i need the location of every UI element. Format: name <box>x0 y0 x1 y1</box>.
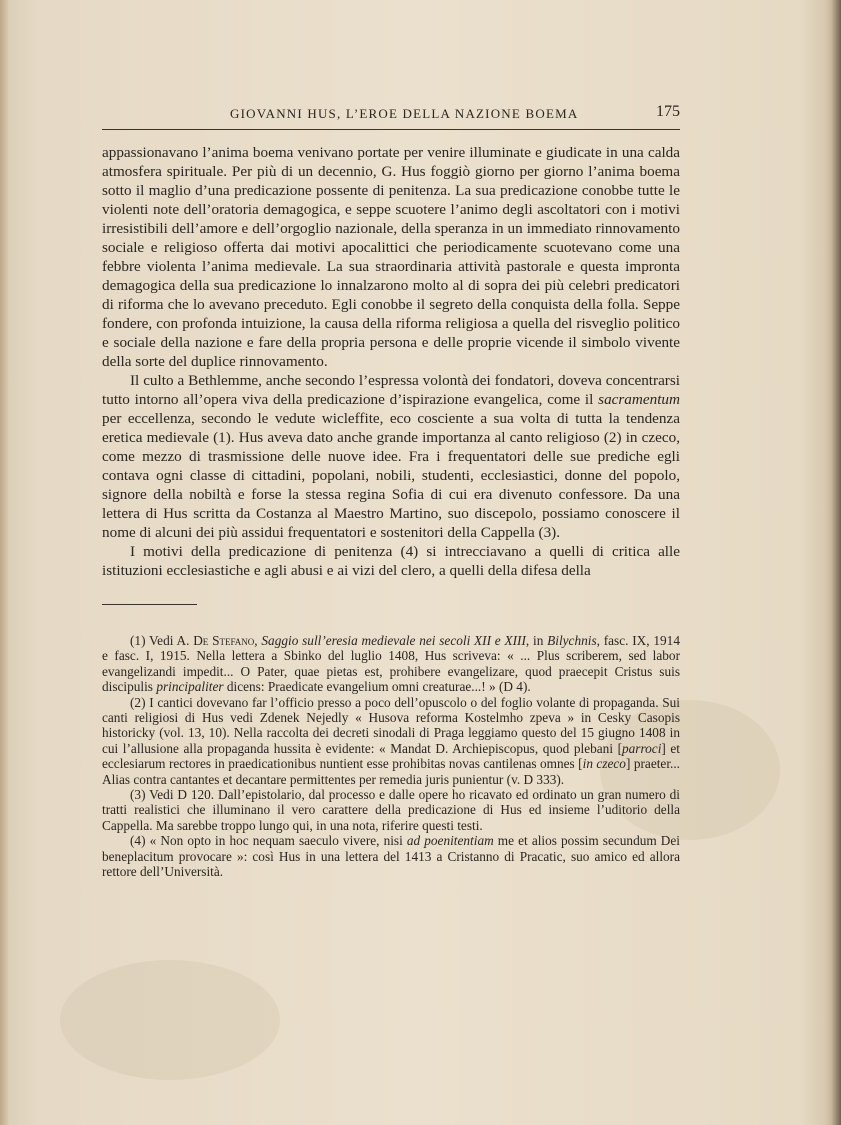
paragraph: I motivi della predicazione di penitenza (4) si intrecciavano a quelli di critica alle istituzioni ecclesiastiche e agli abusi e ai vizi del clero, a quelli della difesa della <box>102 543 680 579</box>
footnote-3: (3) Vedi D 120. Dall’epistolario, dal processo e dalle opere ho ricavato ed ordinato un gran numero di tratti realistici che illuminano il vero carattere della predicazione di Hus ed insieme l’uditorio della Cappella. Ma sarebbe troppo lungo qui, in una nota, riferire questi testi. <box>102 787 680 833</box>
running-title: GIOVANNI HUS, L’EROE DELLA NAZIONE BOEMA <box>230 106 579 121</box>
footnotes <box>102 633 680 880</box>
footnote-4: (4) « Non opto in hoc nequam saeculo vivere, nisi ad poenitentiam me et alios possim secundum Dei beneplacitum provocare »: così Hus in una lettera del 1413 a Cristanno di Pracatic, suo amico ed allora rettore dell’Università. <box>102 833 681 880</box>
page-number: 175 <box>656 103 680 120</box>
author-name: De Stefano <box>193 633 255 648</box>
footnote-divider <box>102 604 197 605</box>
italic-term: sacramentum <box>598 391 680 408</box>
journal-title: Bilychnis <box>547 633 597 648</box>
main-text <box>102 143 680 580</box>
paper-stain <box>60 960 280 1080</box>
paragraph: Il culto a Bethlemme, anche secondo l’espressa volontà dei fondatori, doveva concentrarsi tutto intorno all’opera viva della predicazione d’ispirazione evangelica, come il sacramentum per eccellenza, secondo le vedute wicleffite, eco cosciente a sua volta di tutta la tendenza eretica medievale (1). Hus aveva dato anche grande importanza al canto religioso (2) in czeco, come mezzo di trasmissione delle nuove idee. Fra i frequentatori delle sue prediche egli contava ogni classe di cittadini, popolani, nobili, studenti, ecclesiastici, donne del popolo, signore della nobiltà e forse la stessa regina Sofia di cui era divenuto confessore. Da una lettera di Hus scritta da Costanza al Maestro Martino, suo discepolo, possiamo conoscere il nome di alcuni dei più assidui frequentatori e sostenitori della Cappella (3). <box>102 372 680 541</box>
footnote-1: (1) Vedi A. De Stefano, Saggio sull’eresia medievale nei secoli XII e XIII, in Bilychnis, fasc. IX, 1914 e fasc. I, 1915. Nella lettera a Sbinko del luglio 1408, Hus scriveva: « ... Plus scriberem, sed labor evangelizandi impedit... O Pater, quae pietas est, prohibere evangelizare, quod praecepit Cristus suis discipulis principaliter dicens: Praedicate evangelium omni creaturae...! » (D 4). <box>102 633 680 695</box>
page-left-edge <box>0 0 8 1125</box>
page-right-edge <box>831 0 841 1125</box>
paragraph: appassionavano l’anima boema venivano portate per venire illuminate e giudicate in una calda atmosfera spirituale. Per più di un decennio, G. Hus foggiò giorno per giorno l’anima boema sotto il maglio d’una predicazione possente di penitenza. La sua predicazione conobbe tutte le violenti note dell’oratoria demagogica, e seppe scuotere l’animo degli ascoltatori con i motivi irresistibili dell’amore e dell’orgoglio nazionale, della speranza in un immediato rinnovamento sociale e religioso offerta dai motivi apocalittici che periodicamente scuotevano come una febbre violenta l’anima medievale. La sua straordinaria attività pastorale e questa impronta demagogica della sua predicazione lo innalzarono molto al di sopra dei più celebri predicatori di riforma che lo avevano preceduto. Egli conobbe il segreto della conquista della folla. Seppe fondere, con profonda intuizione, la causa della riforma religiosa a quella del risveglio politico e sociale della nazione e fare della propria persona e delle proprie vicende il simbolo vivente della sorte del duplice rinnovamento. <box>102 144 680 370</box>
running-header <box>102 103 680 130</box>
footnote-2: (2) I cantici dovevano far l’officio presso a poco dell’opuscolo o del foglio volante di propaganda. Sui canti religiosi di Hus vedi Zdenek Nejedly « Husova reforma Kostelmho zpeva » in Cesky Casopis historicky (vol. 13, 10). Nella raccolta dei decreti sinodali di Praga leggiamo questo del 15 giugno 1408 in cui l’allusione alla propaganda hussita è evidente: « Mandat D. Archiepiscopus, quod plebani [parroci] et ecclesiarum rectores in praedicationibus nuntient esse prohibitas novas cantilenas omnes [in czeco] praeter... Alias contra cantantes et decantare permittentes per remedia juris punientur (v. D 333). <box>102 694 680 787</box>
book-title: Saggio sull’eresia medievale nei secoli XII e XIII <box>261 633 526 648</box>
